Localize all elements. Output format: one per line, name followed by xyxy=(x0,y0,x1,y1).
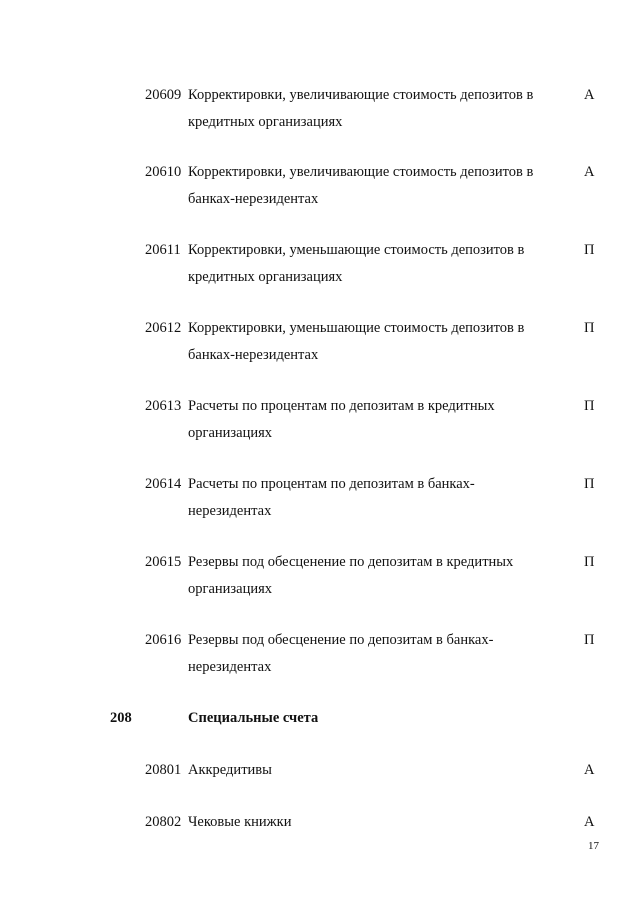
section-code: 208 xyxy=(110,710,132,726)
account-code: 20613 xyxy=(145,398,182,414)
account-code: 20801 xyxy=(145,762,182,778)
account-description-line: Резервы под обесценение по депозитам в кредитных xyxy=(188,554,514,570)
account-description-line: Резервы под обесценение по депозитам в банках- xyxy=(188,632,494,648)
account-description xyxy=(188,159,563,213)
account-type: А xyxy=(584,87,595,103)
account-description-line: нерезидентах xyxy=(188,659,272,675)
account-code: 20802 xyxy=(145,814,182,830)
account-description-line: кредитных организациях xyxy=(188,114,343,130)
account-description-line: организациях xyxy=(188,581,273,597)
account-description xyxy=(188,471,563,525)
account-type: П xyxy=(584,320,595,336)
account-type: П xyxy=(584,476,595,492)
account-code: 20614 xyxy=(145,476,182,492)
account-description-line: Корректировки, увеличивающие стоимость депозитов в xyxy=(188,164,534,180)
account-code: 20615 xyxy=(145,554,182,570)
section-title: Специальные счета xyxy=(188,710,319,726)
account-description-line: кредитных организациях xyxy=(188,269,343,285)
account-description-line: Корректировки, уменьшающие стоимость депозитов в xyxy=(188,320,525,336)
account-type: А xyxy=(584,164,595,180)
account-description-line: Корректировки, увеличивающие стоимость депозитов в xyxy=(188,87,534,103)
account-code: 20610 xyxy=(145,164,182,180)
account-description-line: банках-нерезидентах xyxy=(188,347,319,363)
account-description xyxy=(188,393,563,447)
account-description xyxy=(188,627,563,681)
account-type: П xyxy=(584,632,595,648)
account-code: 20609 xyxy=(145,87,182,103)
account-type: П xyxy=(584,242,595,258)
account-description xyxy=(188,82,563,136)
account-code: 20612 xyxy=(145,320,182,336)
account-description-line: Корректировки, уменьшающие стоимость депозитов в xyxy=(188,242,525,258)
account-type: А xyxy=(584,762,595,778)
account-description xyxy=(188,315,563,369)
account-code: 20616 xyxy=(145,632,182,648)
account-description: Аккредитивы xyxy=(188,762,272,778)
account-code: 20611 xyxy=(145,242,181,258)
account-description-line: Расчеты по процентам по депозитам в банках- xyxy=(188,476,475,492)
account-type: П xyxy=(584,554,595,570)
account-description: Чековые книжки xyxy=(188,814,292,830)
account-type: А xyxy=(584,814,595,830)
account-description xyxy=(188,237,563,291)
account-description-line: нерезидентах xyxy=(188,503,272,519)
account-description xyxy=(188,549,563,603)
account-description-line: Расчеты по процентам по депозитам в кредитных xyxy=(188,398,495,414)
account-type: П xyxy=(584,398,595,414)
account-description-line: банках-нерезидентах xyxy=(188,191,319,207)
account-description-line: организациях xyxy=(188,425,273,441)
page-number: 17 xyxy=(588,840,599,852)
